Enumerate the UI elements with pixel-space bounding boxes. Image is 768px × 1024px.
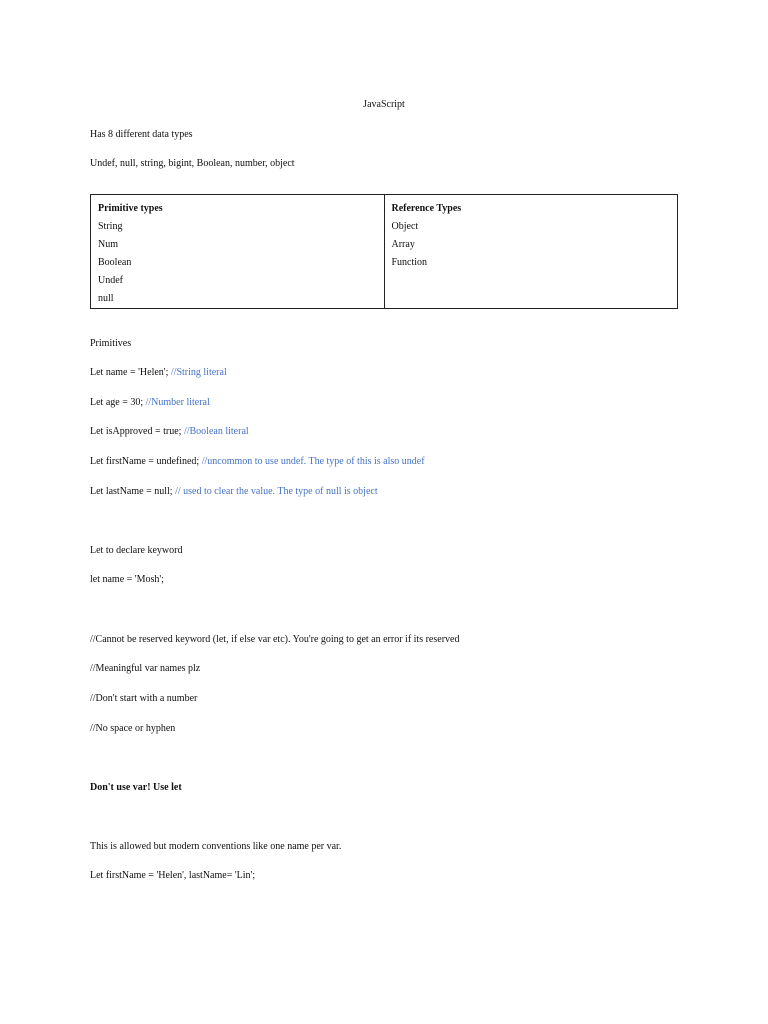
rule-line: //Cannot be reserved keyword (let, if else var etc). You're going to get an error if its reserved [90, 634, 460, 645]
code: Let age = 30; [90, 397, 146, 408]
code: Let firstName = undefined; [90, 456, 202, 467]
rule-line: //No space or hyphen [90, 723, 176, 734]
example-line [90, 367, 227, 379]
table-cell: Function [391, 257, 428, 268]
table-cell: Undef [98, 275, 123, 286]
document-title: JavaScript [363, 99, 405, 110]
section-heading: Primitives [90, 338, 132, 349]
comment: // used to clear the value. The type of null is object [175, 486, 378, 497]
example-line [90, 486, 378, 498]
comment: //uncommon to use undef. The type of this is also undef [201, 456, 425, 467]
bold-note: Don't use var! Use let [90, 782, 182, 793]
example-line [90, 456, 425, 468]
table-cell: String [98, 221, 123, 232]
reference-types-cell [384, 195, 678, 309]
section-heading: Let to declare keyword [90, 545, 183, 556]
example-line [90, 426, 249, 438]
code: Let isApproved = true; [90, 426, 184, 437]
table-header: Primitive types [98, 203, 163, 214]
example-line: Let firstName = 'Helen', lastName= 'Lin'; [90, 870, 256, 881]
note-line: This is allowed but modern conventions like one name per var. [90, 841, 342, 852]
code: Let name = 'Helen'; [90, 367, 171, 378]
comment: //Boolean literal [183, 426, 249, 437]
rule-line: //Don't start with a number [90, 693, 198, 704]
table-cell: Object [391, 221, 419, 232]
table-cell: Num [98, 239, 118, 250]
rule-line: //Meaningful var names plz [90, 663, 201, 674]
table-cell: Boolean [98, 257, 132, 268]
table-cell: null [98, 293, 114, 304]
example-line [90, 397, 210, 409]
primitive-types-cell [91, 195, 385, 309]
code: Let lastName = null; [90, 486, 176, 497]
example-line: let name = 'Mosh'; [90, 574, 164, 585]
comment: //Number literal [145, 397, 210, 408]
intro-line: Undef, null, string, bigint, Boolean, number, object [90, 158, 295, 169]
table-cell: Array [391, 239, 415, 250]
comment: //String literal [170, 367, 227, 378]
table-header: Reference Types [391, 203, 462, 214]
intro-line: Has 8 different data types [90, 129, 193, 140]
types-table [90, 194, 678, 309]
